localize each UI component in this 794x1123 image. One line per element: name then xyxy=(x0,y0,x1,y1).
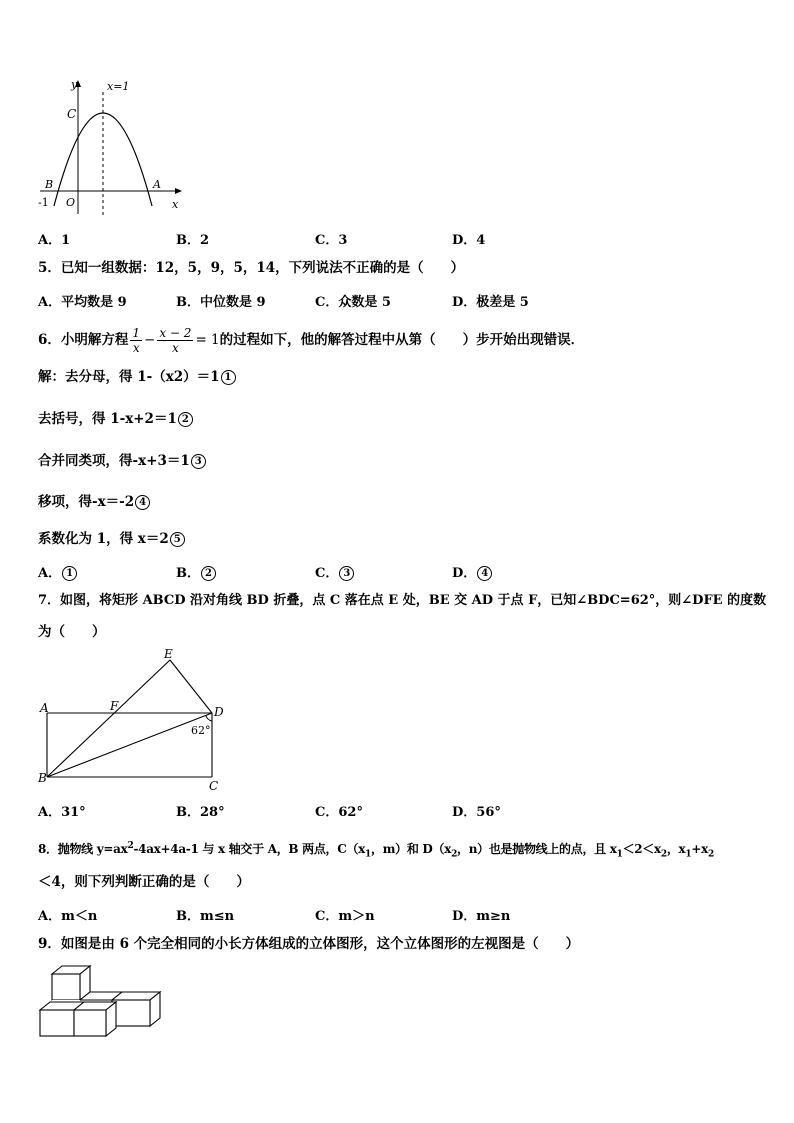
label-y: y xyxy=(71,78,78,91)
q8-option-a: A．m＜n xyxy=(38,909,98,924)
q6-frac2-num: x − 2 xyxy=(159,326,192,340)
q6-option-c-letter: C． xyxy=(315,566,339,581)
q4-option-c: C．3 xyxy=(315,233,348,248)
q8-option-b: B．m≤n xyxy=(176,909,235,924)
q6-step-3 xyxy=(38,451,206,471)
q6-frac1 xyxy=(130,326,142,355)
q8-line2: ＜4，则下列判断正确的是（ ） xyxy=(38,874,250,890)
label-b: B xyxy=(45,178,54,191)
q6-step-4-text: 移项，得-x＝-2 xyxy=(38,494,135,510)
q8-seg-g: +x xyxy=(691,842,708,856)
q6-eq: = 1 xyxy=(195,332,220,348)
q5-option-a: A．平均数是 9 xyxy=(38,295,127,310)
q6-step-1 xyxy=(38,367,236,387)
rectangle-fold-figure xyxy=(36,646,232,794)
q8-option-c: C．m＞n xyxy=(315,909,375,924)
angle-arc xyxy=(206,716,212,721)
segment-bd xyxy=(47,713,212,777)
q7-option-a: A．31° xyxy=(38,805,86,820)
cuboid-stack-figure xyxy=(36,962,166,1038)
q5-option-d: D．极差是 5 xyxy=(452,295,529,310)
q6-step-2-text: 去括号，得 1-x+2＝1 xyxy=(38,411,177,427)
circled-number-icon: 2 xyxy=(201,566,216,581)
label-a: A xyxy=(153,178,161,191)
q8-sup: 2 xyxy=(127,841,134,851)
circled-number-icon: 5 xyxy=(170,532,185,547)
parabola-graph xyxy=(36,78,186,218)
q6-frac2 xyxy=(157,326,193,355)
q6-prefix: 6．小明解方程 xyxy=(38,332,129,348)
q6-step-4 xyxy=(38,492,150,512)
q6-option-d-letter: D． xyxy=(452,566,477,581)
q6-frac1-den: x xyxy=(132,341,140,355)
q4-option-d: D．4 xyxy=(452,233,486,248)
q6-frac1-num: 1 xyxy=(132,326,141,340)
q8-sub4: 2 xyxy=(660,849,667,860)
q8-sub6: 2 xyxy=(707,849,714,860)
circled-number-icon: 1 xyxy=(62,566,77,581)
q5-text: 5．已知一组数据：12，5，9，5，14，下列说法不正确的是（ ） xyxy=(38,260,465,276)
x-axis-arrow xyxy=(175,188,182,194)
q6-option-a-letter: A． xyxy=(38,566,62,581)
q8-seg-a: 8．抛物线 y=ax xyxy=(38,842,128,856)
q6-option-c xyxy=(315,562,354,581)
top-block-front-face xyxy=(52,974,80,1000)
label-o: O xyxy=(66,196,76,209)
q6-option-a xyxy=(38,562,77,581)
label-angle: 62° xyxy=(191,724,211,737)
bottom-mid-front-face xyxy=(74,1010,106,1036)
q6-option-d xyxy=(452,562,492,581)
right-block-front-face xyxy=(112,1000,150,1026)
q8-sub5: 1 xyxy=(685,849,692,860)
segment-ed xyxy=(170,660,212,713)
q8-seg-f: ，x xyxy=(666,842,686,856)
label-e: E xyxy=(164,647,173,661)
q8-seg-e: ＜2＜x xyxy=(622,842,661,856)
q6-step-5-text: 系数化为 1，得 x＝2 xyxy=(38,531,169,547)
q7-option-c: C．62° xyxy=(315,805,363,820)
q4-option-a: A．1 xyxy=(38,233,71,248)
q6-step-5 xyxy=(38,529,185,549)
circled-number-icon: 4 xyxy=(135,495,150,510)
q6-suffix: 的过程如下，他的解答过程中从第（ ）步开始出现错误． xyxy=(219,332,585,348)
q8-sub3: 1 xyxy=(616,849,623,860)
label-c: C xyxy=(209,779,219,793)
label-d: D xyxy=(214,705,224,719)
circled-number-icon: 1 xyxy=(221,370,236,385)
label-c: C xyxy=(67,107,77,121)
q7-line2: 为（ ） xyxy=(38,624,106,640)
q8-sub2: 2 xyxy=(451,849,458,860)
label-b: B xyxy=(38,771,47,785)
q5-option-c: C．众数是 5 xyxy=(315,295,391,310)
q8-seg-d: ，n）也是抛物线上的点，且 x xyxy=(457,842,617,856)
circled-number-icon: 2 xyxy=(178,412,193,427)
label-x: x xyxy=(172,198,179,211)
q6-text xyxy=(38,326,584,355)
q8-line1 xyxy=(38,836,714,864)
q8-option-d: D．m≥n xyxy=(452,909,511,924)
label-a: A xyxy=(40,701,49,715)
q7-option-b: B．28° xyxy=(176,805,225,820)
q4-option-b: B．2 xyxy=(176,233,210,248)
q6-option-b-letter: B． xyxy=(176,566,200,581)
segment-be xyxy=(47,660,170,777)
circled-number-icon: 3 xyxy=(191,454,206,469)
q7-option-d: D．56° xyxy=(452,805,501,820)
label-neg1: -1 xyxy=(38,196,49,209)
q6-step-3-text: 合并同类项，得-x+3＝1 xyxy=(38,453,190,469)
circled-number-icon: 3 xyxy=(339,566,354,581)
q9-text: 9．如图是由 6 个完全相同的小长方体组成的立体图形，这个立体图形的左视图是（ ） xyxy=(38,936,580,952)
bottom-left-front-face xyxy=(40,1010,74,1036)
q5-option-b: B．中位数是 9 xyxy=(176,295,266,310)
label-f: F xyxy=(110,699,119,713)
q6-option-b xyxy=(176,562,216,581)
q6-step-2 xyxy=(38,409,193,429)
q7-line1: 7．如图，将矩形 ABCD 沿对角线 BD 折叠，点 C 落在点 E 处，BE 交 AD 于点 F，已知∠BDC=62°，则∠DFE 的度数 xyxy=(38,593,767,608)
circled-number-icon: 4 xyxy=(477,566,492,581)
q6-minus: − xyxy=(144,332,156,348)
q8-sub1: 1 xyxy=(365,849,372,860)
q8-seg-c: ，m）和 D（x xyxy=(371,842,452,856)
label-axis: x=1 xyxy=(107,80,130,93)
q6-frac2-den: x xyxy=(172,341,179,355)
q6-step-1-text: 解：去分母，得 1-（x2）＝1 xyxy=(38,369,220,385)
q8-seg-b: -4ax+4a-1 与 x 轴交于 A，B 两点，C（x xyxy=(133,842,366,856)
